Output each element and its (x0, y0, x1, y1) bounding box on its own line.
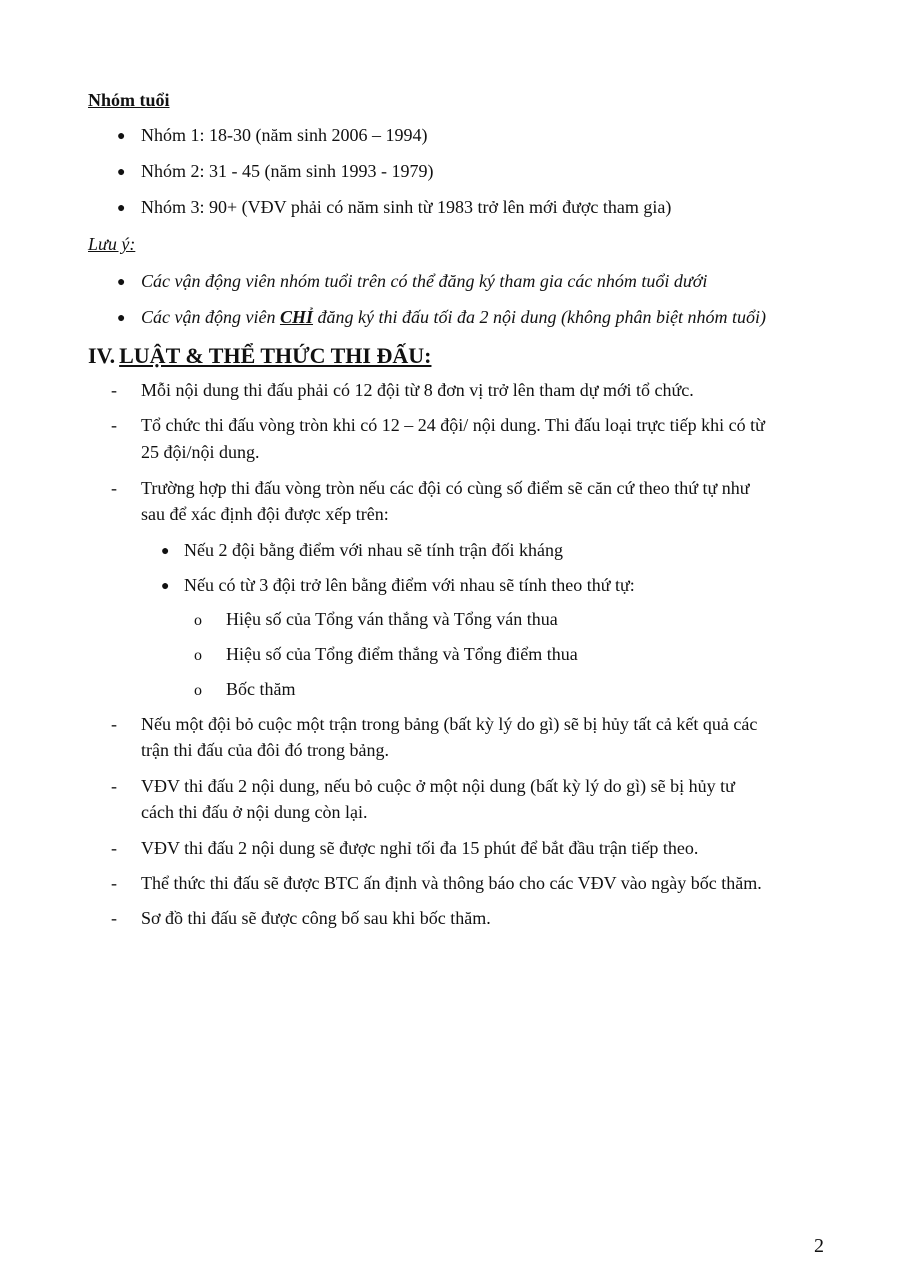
section-number: IV. (88, 343, 116, 368)
tie-sub-item: Hiệu số của Tổng ván thắng và Tổng ván thua (226, 609, 558, 629)
rule-item: VĐV thi đấu 2 nội dung, nếu bỏ cuộc ở một nội dung (bất kỳ lý do gì) sẽ bị hủy tư (141, 776, 735, 796)
dash-icon: - (111, 838, 117, 858)
dash-icon: - (111, 478, 117, 498)
bullet-icon: ● (117, 275, 126, 290)
tie-rule-item: Nếu có từ 3 đội trở lên bằng điểm với nhau sẽ tính theo thứ tự: (184, 575, 635, 595)
bullet-icon: ● (161, 579, 170, 594)
bullet-icon: ● (117, 311, 126, 326)
rule-item-continued: cách thi đấu ở nội dung còn lại. (141, 802, 368, 822)
rule-item: Nếu một đội bỏ cuộc một trận trong bảng (bất kỳ lý do gì) sẽ bị hủy tất cả kết quả các (141, 714, 758, 734)
rule-item: Thể thức thi đấu sẽ được BTC ấn định và thông báo cho các VĐV vào ngày bốc thăm. (141, 873, 762, 893)
note-item-2-emphasis: CHỈ (279, 307, 313, 327)
dash-icon: - (111, 873, 117, 893)
tie-sub-item: Bốc thăm (226, 679, 296, 699)
age-group-item: Nhóm 1: 18-30 (năm sinh 2006 – 1994) (141, 125, 428, 145)
note-item: Các vận động viên nhóm tuổi trên có thể đăng ký tham gia các nhóm tuổi dưới (141, 271, 708, 291)
dash-icon: - (111, 714, 117, 734)
note-item-2 (141, 306, 766, 328)
section-title: LUẬT & THỂ THỨC THI ĐẤU: (119, 343, 432, 368)
rule-item: Trường hợp thi đấu vòng tròn nếu các đội có cùng số điểm sẽ căn cứ theo thứ tự như (141, 478, 750, 498)
age-group-item: Nhóm 3: 90+ (VĐV phải có năm sinh từ 1983 trở lên mới được tham gia) (141, 197, 672, 217)
bullet-icon: ● (117, 201, 126, 216)
section-heading (88, 343, 431, 369)
tie-rule-item: Nếu 2 đội bằng điểm với nhau sẽ tính trận đối kháng (184, 540, 563, 560)
dash-icon: - (111, 380, 117, 400)
rule-item: Sơ đồ thi đấu sẽ được công bố sau khi bốc thăm. (141, 908, 491, 928)
age-group-item: Nhóm 2: 31 - 45 (năm sinh 1993 - 1979) (141, 161, 434, 181)
circle-bullet-icon: o (194, 612, 202, 629)
bullet-icon: ● (161, 544, 170, 559)
rule-item: Tổ chức thi đấu vòng tròn khi có 12 – 24 đội/ nội dung. Thi đấu loại trực tiếp khi có từ (141, 415, 765, 435)
circle-bullet-icon: o (194, 682, 202, 699)
note-item-2-post: đăng ký thi đấu tối đa 2 nội dung (không phân biệt nhóm tuổi) (312, 307, 766, 327)
age-groups-heading: Nhóm tuổi (88, 90, 170, 110)
dash-icon: - (111, 776, 117, 796)
page-number: 2 (814, 1235, 824, 1257)
note-label: Lưu ý: (88, 234, 136, 254)
note-item-2-pre: Các vận động viên (141, 307, 280, 327)
bullet-icon: ● (117, 165, 126, 180)
rule-item: Mỗi nội dung thi đấu phải có 12 đội từ 8 đơn vị trở lên tham dự mới tổ chức. (141, 380, 694, 400)
dash-icon: - (111, 908, 117, 928)
tie-sub-item: Hiệu số của Tổng điểm thắng và Tổng điểm thua (226, 644, 578, 664)
rule-item-continued: 25 đội/nội dung. (141, 442, 260, 462)
circle-bullet-icon: o (194, 647, 202, 664)
rule-item-continued: sau để xác định đội được xếp trên: (141, 504, 389, 524)
rule-item-continued: trận thi đấu của đôi đó trong bảng. (141, 740, 389, 760)
bullet-icon: ● (117, 129, 126, 144)
dash-icon: - (111, 415, 117, 435)
rule-item: VĐV thi đấu 2 nội dung sẽ được nghỉ tối đa 15 phút để bắt đầu trận tiếp theo. (141, 838, 699, 858)
